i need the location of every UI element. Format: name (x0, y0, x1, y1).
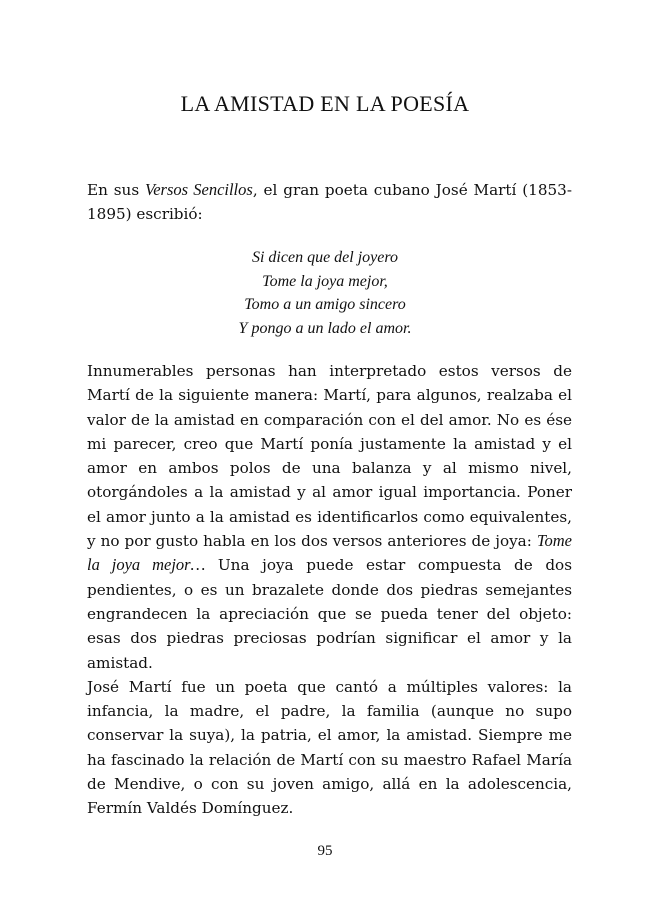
poem-line: Si dicen que del joyero (251, 249, 399, 266)
paragraph-values: José Martí fue un poeta que cantó a múltiples valores: la infancia, la madre, el padre, la familia (aunque no supo conservar la suya), la patria, el amor, la amistad. Siempre me ha fascinado la relación de Martí con su maestro Rafael María de Mendive, o con su joven amigo, allá en la adolescencia, Fermín Valdés Domínguez. (87, 677, 572, 818)
poem-quote (0, 246, 650, 340)
chapter-title: LA AMISTAD EN LA POESÍA (180, 91, 470, 116)
body-text (87, 359, 572, 821)
poem-line: Tome la joya mejor, (262, 272, 388, 290)
page-number: 95 (317, 843, 333, 859)
poem-line: Y pongo a un lado el amor. (238, 319, 412, 337)
inline-quote: Tome la joya mejor… (87, 531, 572, 575)
intro-text-after: , el gran poeta cubano José Martí (1853-1895) escribió: (87, 181, 572, 224)
paragraph-text: Una joya puede estar compuesta de dos pendientes, o es un brazalete donde dos piedras semejantes engrandecen la apreciación que se pueda tener del objeto: esas dos piedras preciosas podrían significar el amor y la amistad. (87, 556, 572, 672)
poem-line: Tomo a un amigo sincero (244, 296, 406, 313)
intro-paragraph (87, 178, 572, 227)
paragraph-interpretation (87, 359, 572, 675)
intro-text-before: En sus (87, 181, 145, 199)
book-title: Versos Sencillos (144, 180, 253, 199)
paragraph-text: Innumerables personas han interpretado estos versos de Martí de la siguiente manera: Martí, para algunos, realzaba el valor de la amistad en comparación con el del amor. No es ése mi parecer, creo que Martí ponía justamente la amistad y el amor en ambos polos de una balanza y al mismo nivel, otorgándoles a la amistad y al amor igual importancia. Poner el amor junto a la amistad es identificarlos como equivalentes, y no por gusto habla en los dos versos anteriores de joya: (87, 362, 572, 551)
